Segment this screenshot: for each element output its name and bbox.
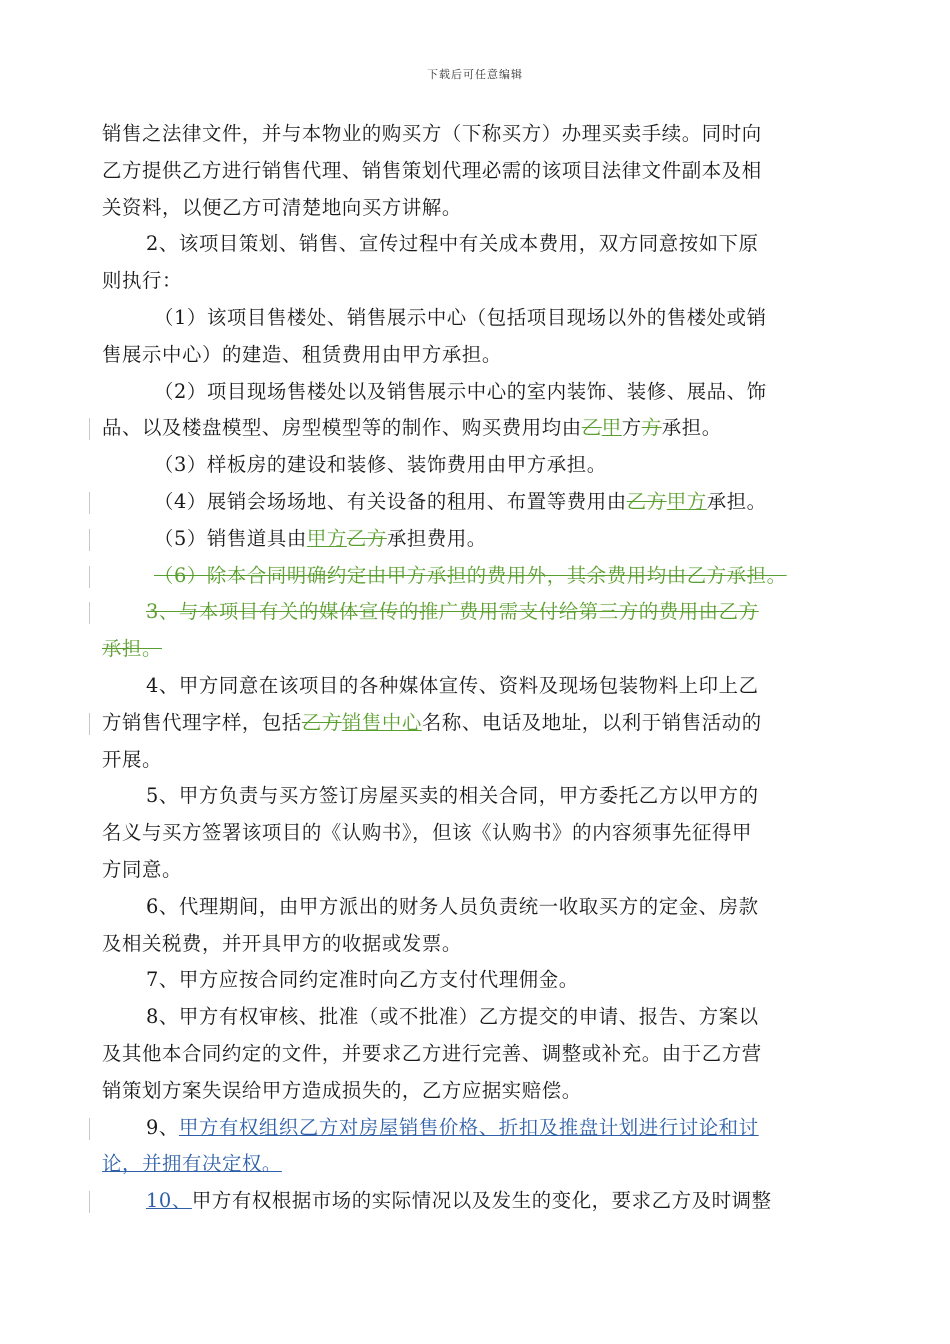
paragraph-7: 7、甲方应按合同约定准时向乙方支付代理佣金。	[146, 968, 579, 992]
change-bar	[89, 418, 90, 440]
paragraph-8: 8、甲方有权审核、批准（或不批准）乙方提交的申请、报告、方案以	[146, 1005, 759, 1029]
text-run: （4）展销会场场地、有关设备的租用、布置等费用由	[154, 489, 627, 513]
text-run: 品、以及楼盘模型、房型模型等的制作、购买费用均由	[102, 416, 582, 440]
text-line: 及其他本合同约定的文件，并要求乙方进行完善、调整或补充。由于乙方营	[102, 1041, 762, 1065]
deleted-text: 乙方	[626, 489, 667, 513]
text-line: 则执行：	[102, 269, 182, 293]
text-line-deleted	[102, 631, 848, 668]
deleted-text: 3、与本项目有关的媒体宣传的推广费用需支付给第三方的费用由乙方	[146, 600, 759, 624]
item-1: （1）该项目售楼处、销售展示中心（包括项目现场以外的售楼处或销	[154, 305, 767, 329]
change-bar	[89, 529, 90, 551]
text-run: 名称、电话及地址，以利于销售活动的	[421, 710, 762, 734]
text-run: （5）销售道具由	[154, 526, 307, 550]
text-run: 9、	[146, 1115, 179, 1139]
deleted-text: （6）除本合同明确约定由甲方承担的费用外，其余费用均由乙方承担。	[154, 563, 787, 587]
paragraph-6: 6、代理期间，由甲方派出的财务人员负责统一收取买方的定金、房款	[146, 894, 759, 918]
text-line: 名义与买方签署该项目的《认购书》，但该《认购书》的内容须事先征得甲	[102, 821, 752, 845]
paragraph-2: 2、该项目策划、销售、宣传过程中有关成本费用，双方同意按如下原	[146, 232, 759, 256]
inserted-text: 甲方有权组织乙方对房屋销售价格、折扣及推盘计划进行讨论和讨	[178, 1115, 759, 1139]
text-run: 方销售代理字样，包括	[102, 710, 302, 734]
text-line-inserted	[102, 1146, 848, 1183]
paragraph-5: 5、甲方负责与买方签订房屋买卖的相关合同，甲方委托乙方以甲方的	[146, 784, 759, 808]
item-6-deleted	[102, 558, 848, 595]
inserted-text: 销售中心	[341, 710, 422, 734]
paragraph-10-revised	[102, 1183, 848, 1220]
text-line-revised	[102, 705, 848, 742]
paragraph-3-deleted	[102, 594, 848, 631]
inserted-text: 甲方	[306, 526, 347, 550]
inserted-text: 论，并拥有决定权。	[102, 1152, 282, 1176]
deleted-text: 方	[641, 416, 662, 440]
document-body	[102, 116, 848, 1220]
item-5-revised	[102, 521, 848, 558]
text-run: 承担。	[661, 416, 722, 440]
inserted-text: 甲方	[666, 489, 707, 513]
text-line-revised	[102, 410, 848, 447]
text-line: 方同意。	[102, 857, 182, 881]
change-bar	[89, 713, 90, 735]
text-line: 开展。	[102, 747, 162, 771]
change-bar	[89, 492, 90, 514]
change-bar	[89, 1118, 90, 1140]
deleted-text: 乙	[581, 416, 602, 440]
text-run: 甲方有权根据市场的实际情况以及发生的变化，要求乙方及时调整	[191, 1189, 772, 1213]
change-bar	[89, 602, 90, 624]
text-line: 销策划方案失误给甲方造成损失的，乙方应据实赔偿。	[102, 1078, 582, 1102]
item-2: （2）项目现场售楼处以及销售展示中心的室内装饰、装修、展品、饰	[154, 379, 767, 403]
text-line: 乙方提供乙方进行销售代理、销售策划代理必需的该项目法律文件副本及相	[102, 158, 762, 182]
text-run: 承担费用。	[386, 526, 487, 550]
text-run: 方	[621, 416, 642, 440]
paragraph-4: 4、甲方同意在该项目的各种媒体宣传、资料及现场包装物料上印上乙	[146, 673, 759, 697]
text-line: 关资料，以便乙方可清楚地向买方讲解。	[102, 195, 462, 219]
page-header: 下载后可任意编辑	[427, 68, 523, 81]
text-run: 承担。	[706, 489, 767, 513]
paragraph-9-revised	[102, 1110, 848, 1147]
change-bar	[89, 566, 90, 588]
deleted-text: 乙方	[301, 710, 342, 734]
inserted-text: 甲	[601, 416, 622, 440]
item-4-revised	[102, 484, 848, 521]
item-3: （3）样板房的建设和装修、装饰费用由甲方承担。	[154, 453, 607, 477]
text-line: 及相关税费，并开具甲方的收据或发票。	[102, 931, 462, 955]
deleted-text: 承担。	[102, 637, 162, 661]
inserted-text: 10、	[146, 1189, 192, 1213]
deleted-text: 乙方	[346, 526, 387, 550]
text-line: 售展示中心）的建造、租赁费用由甲方承担。	[102, 342, 502, 366]
text-line: 销售之法律文件，并与本物业的购买方（下称买方）办理买卖手续。同时向	[102, 122, 762, 145]
change-bar	[89, 1191, 90, 1213]
